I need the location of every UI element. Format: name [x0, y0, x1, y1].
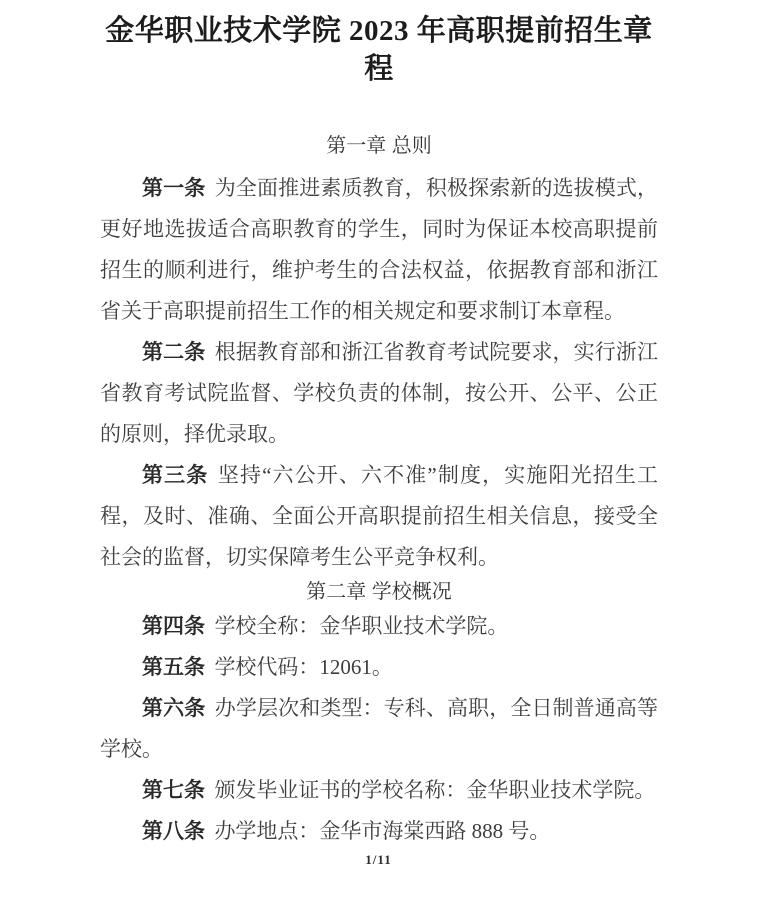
article-2-text: 根据教育部和浙江省教育考试院要求，实行浙江省教育考试院监督、学校负责的体制，按公开、公平、公正的原则，择优录取。 [100, 340, 659, 446]
article-5-label: 第五条 [142, 655, 205, 679]
article-3-text: 坚持“六公开、六不准”制度，实施阳光招生工程，及时、准确、全面公开高职提前招生相关信息，接受全社会的监督，切实保障考生公平竞争权利。 [100, 463, 659, 569]
article-4-text: 学校全称：金华职业技术学院。 [214, 614, 509, 638]
article-7 [100, 770, 658, 811]
document-title: 金华职业技术学院 2023 年高职提前招生章程 [105, 15, 653, 85]
article-3-label: 第三条 [142, 463, 209, 487]
article-5 [100, 647, 658, 688]
article-2-label: 第二条 [142, 340, 206, 364]
article-8-text: 办学地点：金华市海棠西路 888 号。 [214, 819, 551, 843]
article-7-text: 颁发毕业证书的学校名称：金华职业技术学院。 [214, 778, 656, 802]
article-5-text: 学校代码：12061。 [214, 655, 393, 679]
article-8 [100, 811, 658, 852]
article-1-text: 为全面推进素质教育，积极探索新的选拔模式，更好地选拔适合高职教育的学生，同时为保证本校高职提前招生的顺利进行，维护考生的合法权益，依据教育部和浙江省关于高职提前招生工作的相关规定和要求制订本章程。 [100, 176, 659, 323]
article-3 [100, 455, 658, 578]
article-6 [100, 688, 658, 770]
chapter-2-heading: 第二章 学校概况 [306, 581, 452, 603]
page-number: 1/11 [365, 852, 392, 867]
article-1 [100, 168, 658, 332]
article-7-label: 第七条 [142, 778, 205, 802]
article-6-text: 办学层次和类型：专科、高职，全日制普通高等学校。 [100, 696, 659, 761]
article-2 [100, 332, 658, 455]
article-8-label: 第八条 [142, 819, 205, 843]
article-4 [100, 606, 658, 647]
article-6-label: 第六条 [142, 696, 206, 720]
article-4-label: 第四条 [142, 614, 205, 638]
article-1-label: 第一条 [142, 176, 206, 200]
chapter-1-heading: 第一章 总则 [326, 135, 432, 157]
